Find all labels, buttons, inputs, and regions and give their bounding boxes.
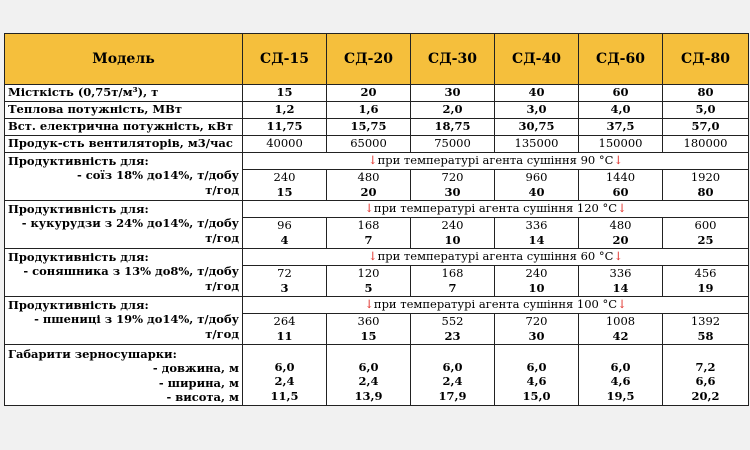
per-hour-value: 5: [364, 280, 373, 295]
per-day-value: 336: [525, 217, 548, 232]
spec-value: 180000: [663, 136, 749, 153]
per-day-value: 72: [277, 265, 292, 280]
spec-value: 4,0: [579, 102, 663, 119]
arrow-down-icon: ↓: [617, 297, 627, 312]
spec-value: 65000: [327, 136, 411, 153]
dimension-value: 15,0: [522, 388, 551, 403]
spec-value: 2,0: [411, 102, 495, 119]
group-row-corn: [5, 201, 749, 218]
per-day-value: 720: [525, 313, 548, 328]
dimension-values: [327, 345, 411, 406]
dimension-value: 11,5: [270, 388, 299, 403]
group-row-soy: [5, 153, 749, 170]
spec-value: 1,2: [243, 102, 327, 119]
dimension-value: 13,9: [354, 388, 383, 403]
spec-label: Теплова потужність, МВт: [5, 102, 243, 119]
arrow-down-icon: ↓: [613, 249, 624, 264]
arrow-down-icon: ↓: [617, 201, 627, 216]
spec-row-fan-output: [5, 136, 749, 153]
per-hour-value: 15: [276, 184, 293, 199]
value-pair: [579, 314, 663, 345]
spec-label: Вст. електрична потужність, кВт: [5, 119, 243, 136]
dimension-value: 19,5: [606, 388, 635, 403]
spec-table: [4, 33, 749, 406]
dimension-value: 6,6: [695, 374, 716, 389]
dimension-values: [495, 345, 579, 406]
group-row-sunflower: [5, 249, 749, 266]
per-day-value: 1440: [605, 169, 636, 184]
value-pair: [243, 218, 327, 249]
value-pair: [495, 218, 579, 249]
temperature-note: [243, 297, 749, 314]
group-title: Продуктивність для:: [8, 153, 149, 168]
dimension-value: 2,4: [442, 374, 463, 389]
spec-row-electric-power: [5, 119, 749, 136]
spec-value: 20: [327, 85, 411, 102]
value-pair: [663, 314, 749, 345]
spec-label: Продук-сть вентиляторів, м3/час: [5, 136, 243, 153]
value-pair: [327, 266, 411, 297]
value-pair: [495, 170, 579, 201]
per-day-value: 120: [357, 265, 380, 280]
dimensions-title: Габарити зерносушарки:: [8, 346, 177, 361]
spec-value: 1,6: [327, 102, 411, 119]
dimension-value: 7,2: [695, 359, 716, 374]
dimension-value: 4,6: [610, 374, 631, 389]
model-col-6: СД-80: [663, 34, 749, 85]
value-pair: [327, 218, 411, 249]
value-pair: [327, 314, 411, 345]
dimension-value: 17,9: [438, 388, 467, 403]
dimension-value: 2,4: [274, 374, 295, 389]
dimension-value: 6,0: [610, 359, 631, 374]
value-pair: [411, 218, 495, 249]
spec-value: 11,75: [243, 119, 327, 136]
group-unit: т/год: [205, 182, 239, 197]
dimension-values: [411, 345, 495, 406]
per-hour-value: 19: [697, 280, 714, 295]
spec-value: 80: [663, 85, 749, 102]
value-pair: [411, 266, 495, 297]
spec-value: 57,0: [663, 119, 749, 136]
spec-row-thermal-power: [5, 102, 749, 119]
per-day-value: 168: [357, 217, 380, 232]
dimensions-row: [5, 345, 749, 406]
per-hour-value: 7: [448, 280, 457, 295]
spec-value: 15: [243, 85, 327, 102]
group-label: [5, 153, 243, 201]
per-day-value: 336: [609, 265, 632, 280]
per-hour-value: 25: [697, 232, 714, 247]
group-label: [5, 297, 243, 345]
per-hour-value: 20: [612, 232, 629, 247]
group-unit: т/год: [205, 230, 239, 245]
per-day-value: 1392: [690, 313, 721, 328]
value-pair: [579, 266, 663, 297]
per-day-value: 960: [525, 169, 548, 184]
dimension-values: [663, 345, 749, 406]
temperature-note: [243, 201, 749, 218]
per-hour-value: 30: [444, 184, 461, 199]
group-unit: т/год: [205, 326, 239, 341]
value-pair: [495, 314, 579, 345]
temperature-note-text: при температурі агента сушіння 120 °С: [373, 201, 618, 216]
group-crop: - пшениці з 19% до14%, т/добу: [34, 312, 239, 327]
header-model-label: Модель: [5, 34, 243, 85]
per-day-value: 1920: [690, 169, 721, 184]
spec-label: Місткість (0,75т/м³), т: [5, 85, 243, 102]
spec-value: 40000: [243, 136, 327, 153]
per-day-value: 96: [277, 217, 292, 232]
group-title: Продуктивність для:: [8, 201, 149, 216]
per-day-value: 168: [441, 265, 464, 280]
per-day-value: 360: [357, 313, 380, 328]
dimension-label-width: - ширина, м: [158, 375, 239, 390]
per-hour-value: 11: [276, 328, 293, 343]
spec-value: 150000: [579, 136, 663, 153]
group-unit: т/год: [205, 278, 239, 293]
dimension-label-height: - висота, м: [166, 390, 239, 404]
per-hour-value: 20: [360, 184, 377, 199]
dimension-value: 6,0: [274, 359, 295, 374]
group-crop: - соїз 18% до14%, т/добу: [76, 168, 239, 183]
value-pair: [663, 266, 749, 297]
group-crop: - кукурудзи з 24% до14%, т/добу: [21, 216, 239, 231]
dimensions-label: [5, 345, 243, 406]
arrow-down-icon: ↓: [364, 297, 374, 312]
spec-value: 60: [579, 85, 663, 102]
per-hour-value: 30: [528, 328, 545, 343]
spec-row-capacity: [5, 85, 749, 102]
group-label: [5, 201, 243, 249]
per-hour-value: 58: [697, 328, 714, 343]
per-day-value: 552: [441, 313, 464, 328]
dimension-value: 6,0: [442, 359, 463, 374]
spec-value: 37,5: [579, 119, 663, 136]
model-col-3: СД-30: [411, 34, 495, 85]
spec-value: 3,0: [495, 102, 579, 119]
value-pair: [579, 170, 663, 201]
value-pair: [243, 170, 327, 201]
temperature-note: [243, 153, 749, 170]
temperature-note-text: при температурі агента сушіння 60 °С: [377, 249, 614, 264]
spec-value: 5,0: [663, 102, 749, 119]
per-hour-value: 23: [444, 328, 461, 343]
per-day-value: 600: [694, 217, 717, 232]
per-hour-value: 4: [280, 232, 289, 247]
group-title: Продуктивність для:: [8, 297, 149, 312]
dimension-values: [579, 345, 663, 406]
per-hour-value: 14: [528, 232, 545, 247]
arrow-down-icon: ↓: [364, 201, 374, 216]
dimension-value: 20,2: [691, 388, 720, 403]
value-pair: [327, 170, 411, 201]
spec-value: 75000: [411, 136, 495, 153]
per-day-value: 480: [357, 169, 380, 184]
temperature-note-text: при температурі агента сушіння 100 °С: [373, 297, 618, 312]
value-pair: [663, 170, 749, 201]
spec-value: 40: [495, 85, 579, 102]
per-day-value: 240: [273, 169, 296, 184]
per-day-value: 720: [441, 169, 464, 184]
spec-value: 15,75: [327, 119, 411, 136]
model-col-4: СД-40: [495, 34, 579, 85]
spec-value: 18,75: [411, 119, 495, 136]
per-day-value: 240: [525, 265, 548, 280]
dimension-label-length: - довжина, м: [152, 361, 239, 375]
per-hour-value: 10: [444, 232, 461, 247]
per-day-value: 456: [694, 265, 717, 280]
per-hour-value: 10: [528, 280, 545, 295]
value-pair: [411, 314, 495, 345]
value-pair: [663, 218, 749, 249]
per-hour-value: 42: [612, 328, 629, 343]
arrow-down-icon: ↓: [613, 153, 624, 168]
header-row: [5, 34, 749, 85]
per-hour-value: 60: [612, 184, 629, 199]
model-col-2: СД-20: [327, 34, 411, 85]
per-day-value: 264: [273, 313, 296, 328]
spec-value: 135000: [495, 136, 579, 153]
group-title: Продуктивність для:: [8, 249, 149, 264]
dimension-value: 6,0: [358, 359, 379, 374]
group-row-wheat: [5, 297, 749, 314]
value-pair: [579, 218, 663, 249]
per-hour-value: 14: [612, 280, 629, 295]
per-day-value: 480: [609, 217, 632, 232]
group-label: [5, 249, 243, 297]
per-day-value: 240: [441, 217, 464, 232]
temperature-note: [243, 249, 749, 266]
arrow-down-icon: ↓: [367, 249, 378, 264]
value-pair: [411, 170, 495, 201]
dimension-values: [243, 345, 327, 406]
per-hour-value: 3: [280, 280, 289, 295]
per-hour-value: 7: [364, 232, 373, 247]
spec-value: 30,75: [495, 119, 579, 136]
dimension-value: 6,0: [526, 359, 547, 374]
temperature-note-text: при температурі агента сушіння 90 °С: [377, 153, 614, 168]
value-pair: [243, 266, 327, 297]
dimension-value: 4,6: [526, 374, 547, 389]
spec-value: 30: [411, 85, 495, 102]
value-pair: [495, 266, 579, 297]
arrow-down-icon: ↓: [367, 153, 378, 168]
value-pair: [243, 314, 327, 345]
model-col-5: СД-60: [579, 34, 663, 85]
per-hour-value: 40: [528, 184, 545, 199]
model-col-1: СД-15: [243, 34, 327, 85]
per-day-value: 1008: [605, 313, 636, 328]
group-crop: - соняшника з 13% до8%, т/добу: [23, 264, 239, 279]
per-hour-value: 80: [697, 184, 714, 199]
dimension-value: 2,4: [358, 374, 379, 389]
per-hour-value: 15: [360, 328, 377, 343]
